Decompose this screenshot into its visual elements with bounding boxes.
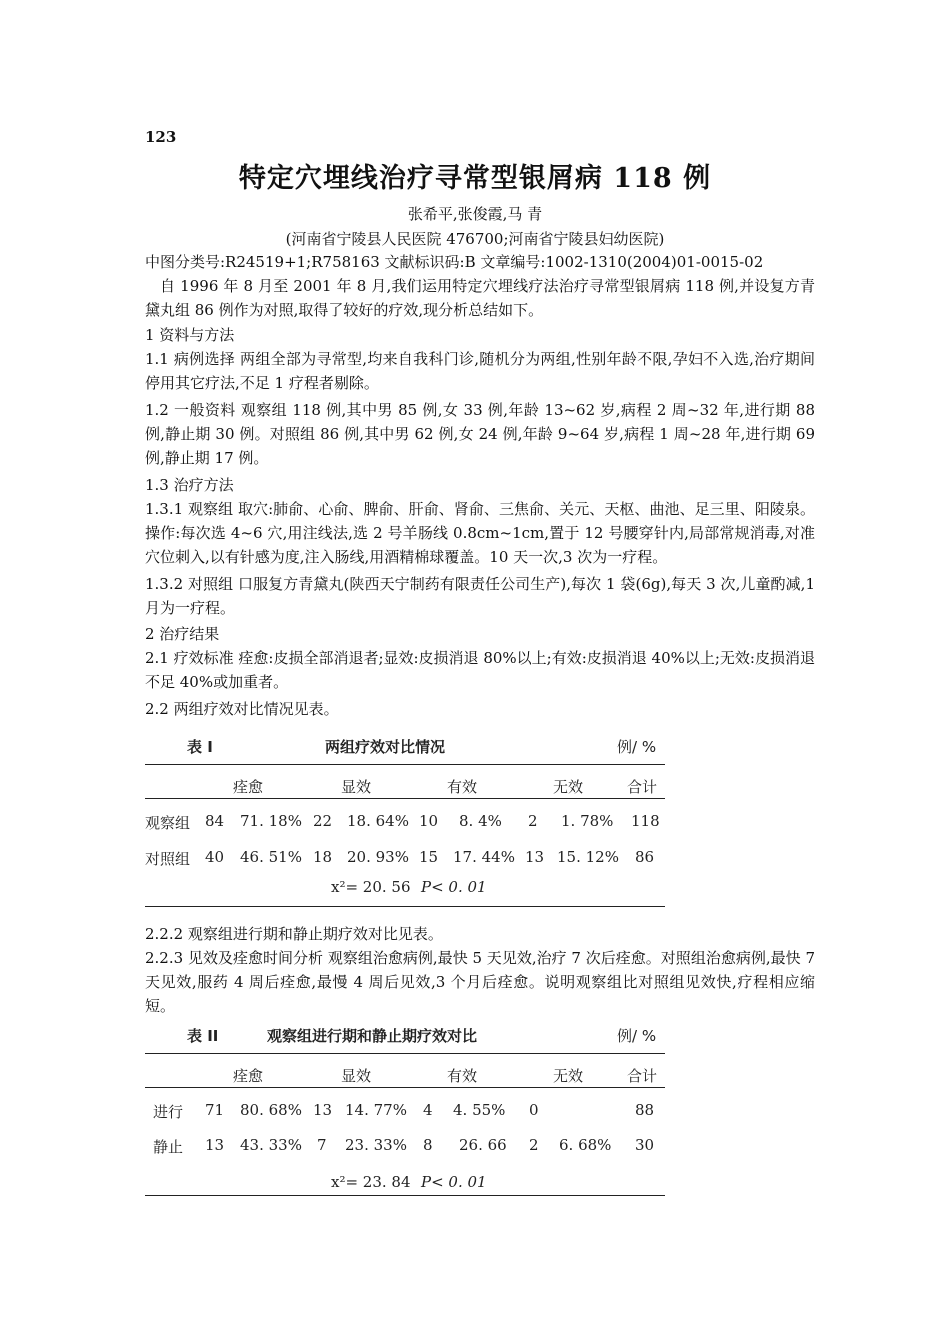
table-2-cell: 13 — [205, 1136, 225, 1154]
paragraph-2-2-3: 2.2.3 见效及痊愈时间分析 观察组治愈病例,最快 5 天见效,治疗 7 次后痊愈。对照组治愈病例,最快 7 天见效,服药 4 周后痊愈,最慢 4 周后见效,3 个月后痊愈。说明观察组比对照组见效快,疗程相应缩短。 — [145, 949, 815, 1015]
table-2-cell: 88 — [635, 1101, 655, 1119]
table-2-cell: 80. 68% — [240, 1101, 302, 1119]
table-2-top-rule — [145, 1053, 665, 1054]
table-1-p-value: P< 0. 01 — [421, 878, 487, 896]
table-2-cell: 8 — [423, 1136, 433, 1154]
table-2-header-rule — [145, 1087, 665, 1088]
table-1-top-rule — [145, 764, 665, 765]
table-1-cell: 18. 64% — [347, 812, 409, 830]
table-2-cell: 7 — [317, 1136, 327, 1154]
table-2-chi-square: x²= 23. 84 — [331, 1173, 411, 1191]
table-2-cell: 13 — [313, 1101, 333, 1119]
page-number: 123 — [145, 128, 177, 146]
table-1-header: 合计 — [627, 778, 658, 796]
table-1-cell: 18 — [313, 848, 333, 866]
table-2-row-label: 进行 — [153, 1103, 184, 1121]
table-1-header: 显效 — [341, 778, 372, 796]
table-2-header: 有效 — [447, 1067, 478, 1085]
table-2-cell: 71 — [205, 1101, 225, 1119]
table-2-header: 显效 — [341, 1067, 372, 1085]
table-2-cell: 23. 33% — [345, 1136, 407, 1154]
table-2-cell: 2 — [529, 1136, 539, 1154]
table-1-cell: 10 — [419, 812, 439, 830]
table-1-header: 痊愈 — [233, 778, 264, 796]
table-1-unit: 例/ % — [617, 738, 657, 756]
paragraph-1-2: 1.2 一般资料 观察组 118 例,其中男 85 例,女 33 例,年龄 13~62 岁,病程 2 周~32 年,进行期 88 例,静止期 30 例。对照组 86 例,其中男 62 例,女 24 例,年龄 9~64 岁,病程 1 周~28 年,进行期 69 例,静止期 17 例。 — [145, 401, 815, 467]
table-1-cell: 118 — [631, 812, 660, 830]
section-heading-2: 2 治疗结果 — [145, 625, 220, 643]
table-2-row-label: 静止 — [153, 1138, 184, 1156]
table-2-cell: 0 — [529, 1101, 539, 1119]
table-1-cell: 84 — [205, 812, 225, 830]
paragraph-2-2: 2.2 两组疗效对比情况见表。 — [145, 700, 339, 718]
table-1-cell: 40 — [205, 848, 225, 866]
table-2-bottom-rule — [145, 1195, 665, 1196]
table-1-cell: 1. 78% — [561, 812, 614, 830]
table-1-header: 无效 — [553, 778, 584, 796]
paragraph-2-1: 2.1 疗效标准 痊愈:皮损全部消退者;显效:皮损消退 80%以上;有效:皮损消退 40%以上;无效:皮损消退不足 40%或加重者。 — [145, 649, 815, 691]
table-2-header: 痊愈 — [233, 1067, 264, 1085]
table-1-cell: 15. 12% — [557, 848, 619, 866]
table-2-label: 表 II — [187, 1027, 219, 1045]
table-1-row-label: 观察组 — [145, 814, 191, 832]
article-title: 特定穴埋线治疗寻常型银屑病 118 例 — [238, 163, 712, 194]
table-1-cell: 46. 51% — [240, 848, 302, 866]
paragraph-1-3-1: 1.3.1 观察组 取穴:肺俞、心俞、脾俞、肝俞、肾俞、三焦俞、关元、天枢、曲池、足三里、阳陵泉。操作:每次选 4~6 穴,用注线法,选 2 号羊肠线 0.8cm~1cm,置于 12 号腰穿针内,局部常规消毒,对准穴位刺入,以有针感为度,注入肠线,用酒精棉球覆盖。10 天一次,3 次为一疗程。 — [145, 500, 815, 566]
table-1-title: 两组疗效对比情况 — [325, 738, 446, 756]
table-1-header-rule — [145, 798, 665, 799]
table-1-cell: 71. 18% — [240, 812, 302, 830]
table-1-bottom-rule — [145, 906, 665, 907]
table-1-cell: 20. 93% — [347, 848, 409, 866]
table-1 — [145, 736, 665, 911]
table-2-p-value: P< 0. 01 — [421, 1173, 487, 1191]
table-2-unit: 例/ % — [617, 1027, 657, 1045]
table-2 — [145, 1025, 665, 1200]
table-1-cell: 17. 44% — [453, 848, 515, 866]
authors: 张希平,张俊霞,马 青 — [407, 205, 543, 223]
paragraph-1-1: 1.1 病例选择 两组全部为寻常型,均来自我科门诊,随机分为两组,性别年龄不限,孕妇不入选,治疗期间停用其它疗法,不足 1 疗程者剔除。 — [145, 350, 815, 392]
table-1-label: 表 I — [187, 738, 213, 756]
table-1-cell: 8. 4% — [459, 812, 502, 830]
table-1-row-label: 对照组 — [145, 850, 191, 868]
section-heading-1: 1 资料与方法 — [145, 326, 235, 344]
table-2-cell: 30 — [635, 1136, 655, 1154]
table-2-cell: 43. 33% — [240, 1136, 302, 1154]
table-1-cell: 2 — [528, 812, 538, 830]
table-1-cell: 15 — [419, 848, 439, 866]
classification-line: 中图分类号:R24519+1;R758163 文献标识码:B 文章编号:1002-1310(2004)01-0015-02 — [145, 253, 764, 271]
table-2-cell: 26. 66 — [459, 1136, 507, 1154]
paragraph-1-3-2: 1.3.2 对照组 口服复方青黛丸(陕西天宁制药有限责任公司生产),每次 1 袋(6g),每天 3 次,儿童酌减,1 月为一疗程。 — [145, 575, 815, 617]
table-2-cell: 6. 68% — [559, 1136, 612, 1154]
intro-paragraph: 自 1996 年 8 月至 2001 年 8 月,我们运用特定穴埋线疗法治疗寻常型银屑病 118 例,并设复方青黛丸组 86 例作为对照,取得了较好的疗效,现分析总结如下。 — [145, 277, 815, 319]
affiliation: (河南省宁陵县人民医院 476700;河南省宁陵县妇幼医院) — [285, 230, 665, 248]
table-2-header: 无效 — [553, 1067, 584, 1085]
section-heading-1-3: 1.3 治疗方法 — [145, 476, 234, 494]
table-1-cell: 22 — [313, 812, 333, 830]
table-1-chi-square: x²= 20. 56 — [331, 878, 411, 896]
table-1-cell: 13 — [525, 848, 545, 866]
table-2-title: 观察组进行期和静止期疗效对比 — [267, 1027, 478, 1045]
paragraph-2-2-2: 2.2.2 观察组进行期和静止期疗效对比见表。 — [145, 925, 443, 943]
table-1-cell: 86 — [635, 848, 655, 866]
table-2-header: 合计 — [627, 1067, 658, 1085]
table-2-cell: 4. 55% — [453, 1101, 506, 1119]
table-2-cell: 14. 77% — [345, 1101, 407, 1119]
table-1-header: 有效 — [447, 778, 478, 796]
table-2-cell: 4 — [423, 1101, 433, 1119]
